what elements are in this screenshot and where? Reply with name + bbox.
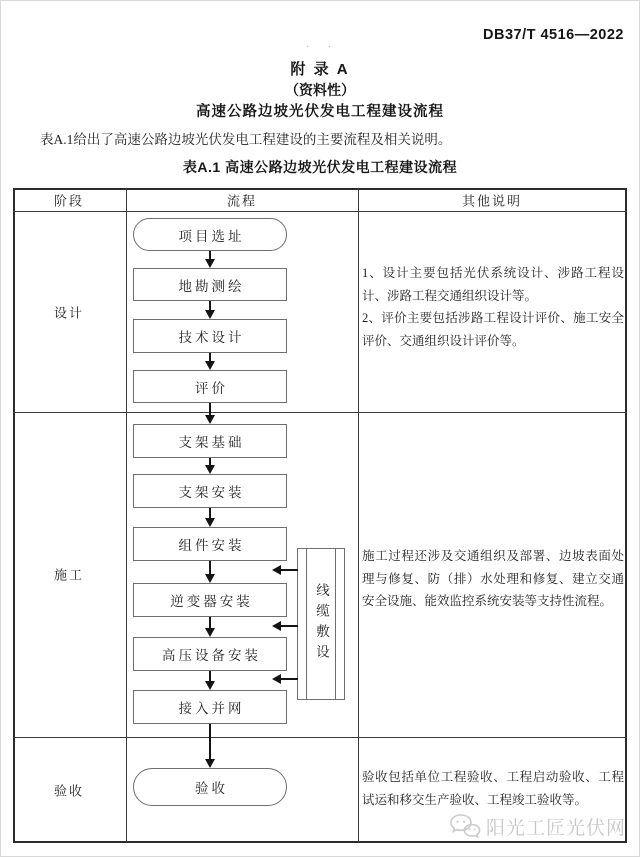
- row-divider-design-construction: [13, 412, 627, 413]
- arrow-down-9: [209, 671, 211, 681]
- notes-acceptance-item-1: 验收包括单位工程验收、工程启动验收、工程试运和移交生产验收、工程竣工验收等。: [362, 770, 624, 807]
- arrow-down-5: [209, 458, 211, 465]
- flow-step-site-selection: 项目选址: [133, 218, 287, 251]
- flow-step-bracket-foundation: 支架基础: [133, 424, 287, 458]
- arrow-down-10: [209, 724, 211, 759]
- stage-construction: 施工: [53, 567, 85, 583]
- table-caption: 表A.1 高速公路边坡光伏发电工程建设流程: [182, 159, 458, 175]
- header-process: 流程: [226, 193, 258, 209]
- cable-laying-label: 线缆敷设: [314, 583, 329, 665]
- flow-step-module-install: 组件安装: [133, 527, 287, 561]
- stage-acceptance: 验收: [53, 783, 85, 799]
- arrow-down-3: [209, 353, 211, 361]
- standard-code: DB37/T 4516—2022: [483, 27, 624, 43]
- arrow-down-8: [209, 617, 211, 628]
- header-divider: [13, 211, 627, 212]
- flow-step-acceptance: 验收: [133, 768, 287, 806]
- notes-acceptance: [362, 766, 624, 811]
- scan-specks: · ·: [306, 42, 340, 53]
- flow-step-grid-connection: 接入并网: [133, 690, 287, 724]
- arrow-down-1: [209, 251, 211, 259]
- appendix-heading: 高速公路边坡光伏发电工程建设流程: [196, 104, 444, 120]
- arrow-down-2: [209, 301, 211, 310]
- intro-paragraph: 表A.1给出了高速公路边坡光伏发电工程建设的主要流程及相关说明。: [40, 132, 452, 147]
- notes-design-item-1: 1、设计主要包括光伏系统设计、涉路工程设计、涉路工程交通组织设计等。: [362, 266, 624, 303]
- flow-side-process-cable-laying: [297, 548, 345, 700]
- appendix-title: 附 录 A: [290, 61, 350, 78]
- cable-box-inner-line-right: [335, 549, 336, 699]
- header-notes: 其他说明: [461, 193, 523, 209]
- arrow-left-2: [281, 625, 298, 627]
- flow-step-bracket-install: 支架安装: [133, 474, 287, 508]
- arrow-down-4: [209, 403, 211, 415]
- notes-construction: [362, 545, 624, 613]
- column-divider-2: [358, 188, 359, 843]
- arrow-down-6: [209, 508, 211, 518]
- notes-design: [362, 262, 624, 352]
- flow-step-evaluation: 评价: [133, 370, 287, 403]
- arrow-down-7: [209, 561, 211, 574]
- arrow-left-1: [281, 569, 298, 571]
- row-divider-construction-acceptance: [13, 737, 627, 738]
- appendix-subtitle: （资料性）: [285, 82, 355, 98]
- flow-step-hv-equipment-install: 高压设备安装: [133, 637, 287, 671]
- cable-box-inner-line-left: [306, 549, 307, 699]
- header-stage: 阶段: [53, 193, 85, 209]
- watermark-text: 阳光工匠光伏网: [485, 817, 626, 839]
- wechat-bubbles-icon: [449, 813, 481, 840]
- notes-construction-item-1: 施工过程还涉及交通组织及部署、边坡表面处理与修复、防（排）水处理和修复、建立交通安全设施、能效监控系统安装等支持性流程。: [362, 549, 624, 608]
- flow-step-inverter-install: 逆变器安装: [133, 583, 287, 617]
- flow-step-survey: 地勘测绘: [133, 268, 287, 301]
- notes-design-item-2: 2、评价主要包括涉路工程设计评价、施工安全评价、交通组织设计评价等。: [362, 311, 624, 348]
- arrow-left-3: [281, 678, 298, 680]
- watermark: [449, 812, 626, 840]
- column-divider-1: [126, 188, 127, 843]
- stage-design: 设计: [53, 305, 85, 321]
- flow-step-technical-design: 技术设计: [133, 319, 287, 353]
